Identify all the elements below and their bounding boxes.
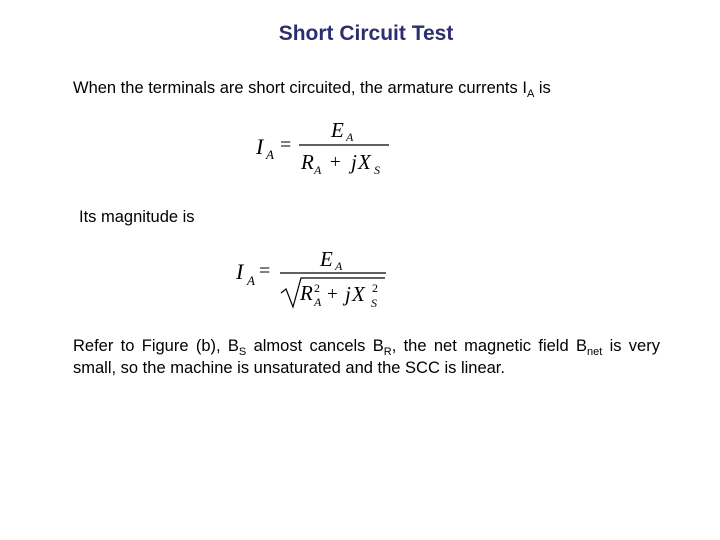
eq2-denominator-x-sup: 2 [372, 281, 378, 295]
eq1-denominator-r-sub: A [314, 163, 322, 177]
refer-sub-s: S [238, 346, 247, 358]
eq1-denominator-x: X [358, 150, 371, 174]
eq1-numerator-sub: A [346, 130, 354, 144]
eq2-lhs-sub: A [247, 273, 255, 288]
equation-magnitude [230, 240, 400, 315]
eq2-plus: + [327, 284, 338, 305]
slide-title: Short Circuit Test [278, 22, 454, 45]
intro-subscript: A [526, 88, 535, 100]
intro-text-start: When the terminals are short circuited, the armature currents I [73, 79, 527, 97]
eq1-plus: + [330, 152, 341, 173]
eq1-denominator-r: R [301, 150, 314, 174]
eq1-equals: = [280, 134, 292, 156]
intro-text-end: is [534, 79, 551, 97]
eq2-denominator-r-sup: 2 [314, 281, 320, 295]
eq2-numerator: E [320, 247, 333, 271]
eq2-denominator-x-sub: S [371, 296, 377, 310]
refer-sub-r: R [383, 346, 392, 358]
eq1-numerator: E [331, 118, 344, 142]
eq2-equals: = [259, 260, 271, 282]
eq2-denominator-r-sub: A [314, 295, 322, 309]
equation-armature-current [250, 112, 400, 182]
refer-text-2: almost cancels B [246, 337, 384, 355]
eq2-denominator-x: X [352, 282, 365, 306]
magnitude-label: Its magnitude is [79, 208, 195, 226]
eq2-denominator-r: R [300, 281, 313, 305]
eq1-denominator-x-sub: S [374, 163, 380, 177]
refer-text-3: , the net magnetic field B [391, 337, 587, 355]
refer-sub-net: net [586, 346, 603, 358]
eq1-lhs-sub: A [266, 147, 274, 162]
eq1-lhs: I [256, 134, 264, 159]
eq2-numerator-sub: A [335, 259, 343, 273]
refer-text-1: Refer to Figure (b), B [73, 337, 239, 355]
intro-paragraph [73, 77, 551, 99]
eq1-j: j [351, 150, 357, 174]
refer-text-4: is very small, so the machine is unsaturated and the SCC is linear. [73, 337, 660, 377]
refer-paragraph [73, 335, 660, 379]
eq2-j: j [345, 282, 351, 306]
eq2-lhs: I [236, 259, 244, 284]
